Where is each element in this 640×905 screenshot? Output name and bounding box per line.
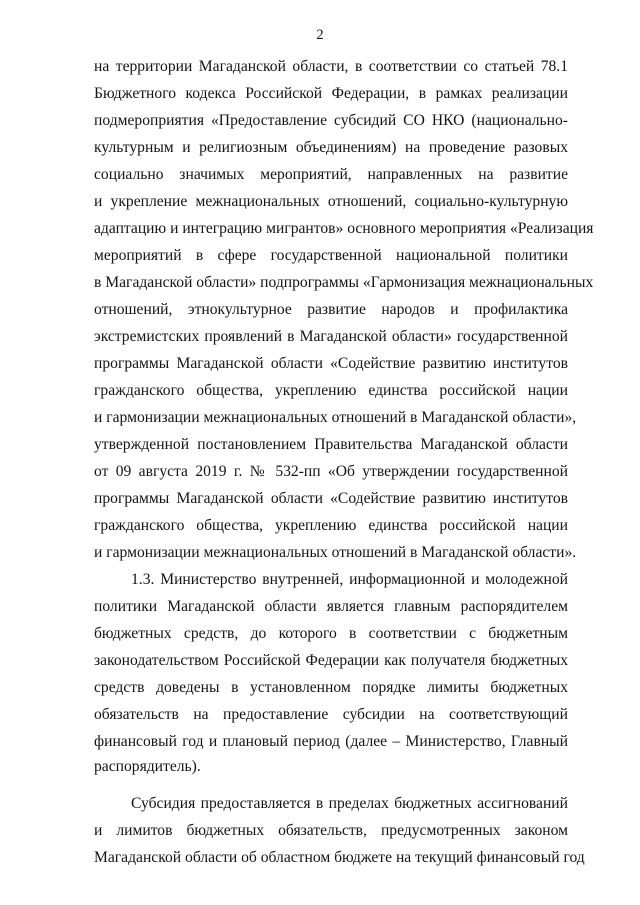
text-line: и гармонизации межнациональных отношений в Магаданской области», xyxy=(94,409,577,426)
text-line: на территории Магаданской области, в соответствии со статьей 78.1 xyxy=(94,58,568,75)
text-line: политики Магаданской области является главным распорядителем xyxy=(94,598,568,615)
text-line: мероприятий в сфере государственной национальной политики xyxy=(94,247,568,264)
text-line: Бюджетного кодекса Российской Федерации, в рамках реализации xyxy=(94,85,568,102)
text-line: обязательств на предоставление субсидии на соответствующий xyxy=(94,706,568,723)
text-line: отношений, этнокультурное развитие народов и профилактика xyxy=(94,301,568,318)
text-line: гражданского общества, укреплению единства российской нации xyxy=(94,517,568,534)
text-line: адаптацию и интеграцию мигрантов» основного мероприятия «Реализация xyxy=(94,220,594,237)
text-line: Магаданской области об областном бюджете на текущий финансовый год xyxy=(94,849,585,866)
text-line: средств доведены в установленном порядке лимиты бюджетных xyxy=(94,679,568,696)
text-line: финансовый год и плановый период (далее – Министерство, Главный xyxy=(94,733,568,750)
text-line: бюджетных средств, до которого в соответствии с бюджетным xyxy=(94,625,568,642)
text-line: распорядитель). xyxy=(94,758,201,775)
text-line: программы Магаданской области «Содействие развитию институтов xyxy=(94,490,568,507)
text-line: гражданского общества, укреплению единства российской нации xyxy=(94,382,568,399)
text-line: 1.3. Министерство внутренней, информационной и молодежной xyxy=(131,571,568,588)
text-line: утвержденной постановлением Правительства Магаданской области xyxy=(94,436,568,453)
text-line: в Магаданской области» подпрограммы «Гармонизация межнациональных xyxy=(94,274,594,291)
text-line: программы Магаданской области «Содействие развитию институтов xyxy=(94,355,568,372)
text-line: и гармонизации межнациональных отношений в Магаданской области». xyxy=(94,544,577,561)
text-line: культурным и религиозным объединениям) на проведение разовых xyxy=(94,139,568,156)
text-line: подмероприятия «Предоставление субсидий СО НКО (национально- xyxy=(94,112,568,129)
text-line: законодательством Российской Федерации как получателя бюджетных xyxy=(94,652,568,669)
text-line: и лимитов бюджетных обязательств, предусмотренных законом xyxy=(94,822,568,839)
text-line: Субсидия предоставляется в пределах бюджетных ассигнований xyxy=(131,795,568,812)
page-number: 2 xyxy=(316,27,324,43)
text-line: и укрепление межнациональных отношений, социально-культурную xyxy=(94,193,568,210)
text-line: экстремистских проявлений в Магаданской области» государственной xyxy=(94,328,568,345)
text-line: социально значимых мероприятий, направленных на развитие xyxy=(94,166,568,183)
text-line: от 09 августа 2019 г. № 532-пп «Об утверждении государственной xyxy=(94,463,568,480)
